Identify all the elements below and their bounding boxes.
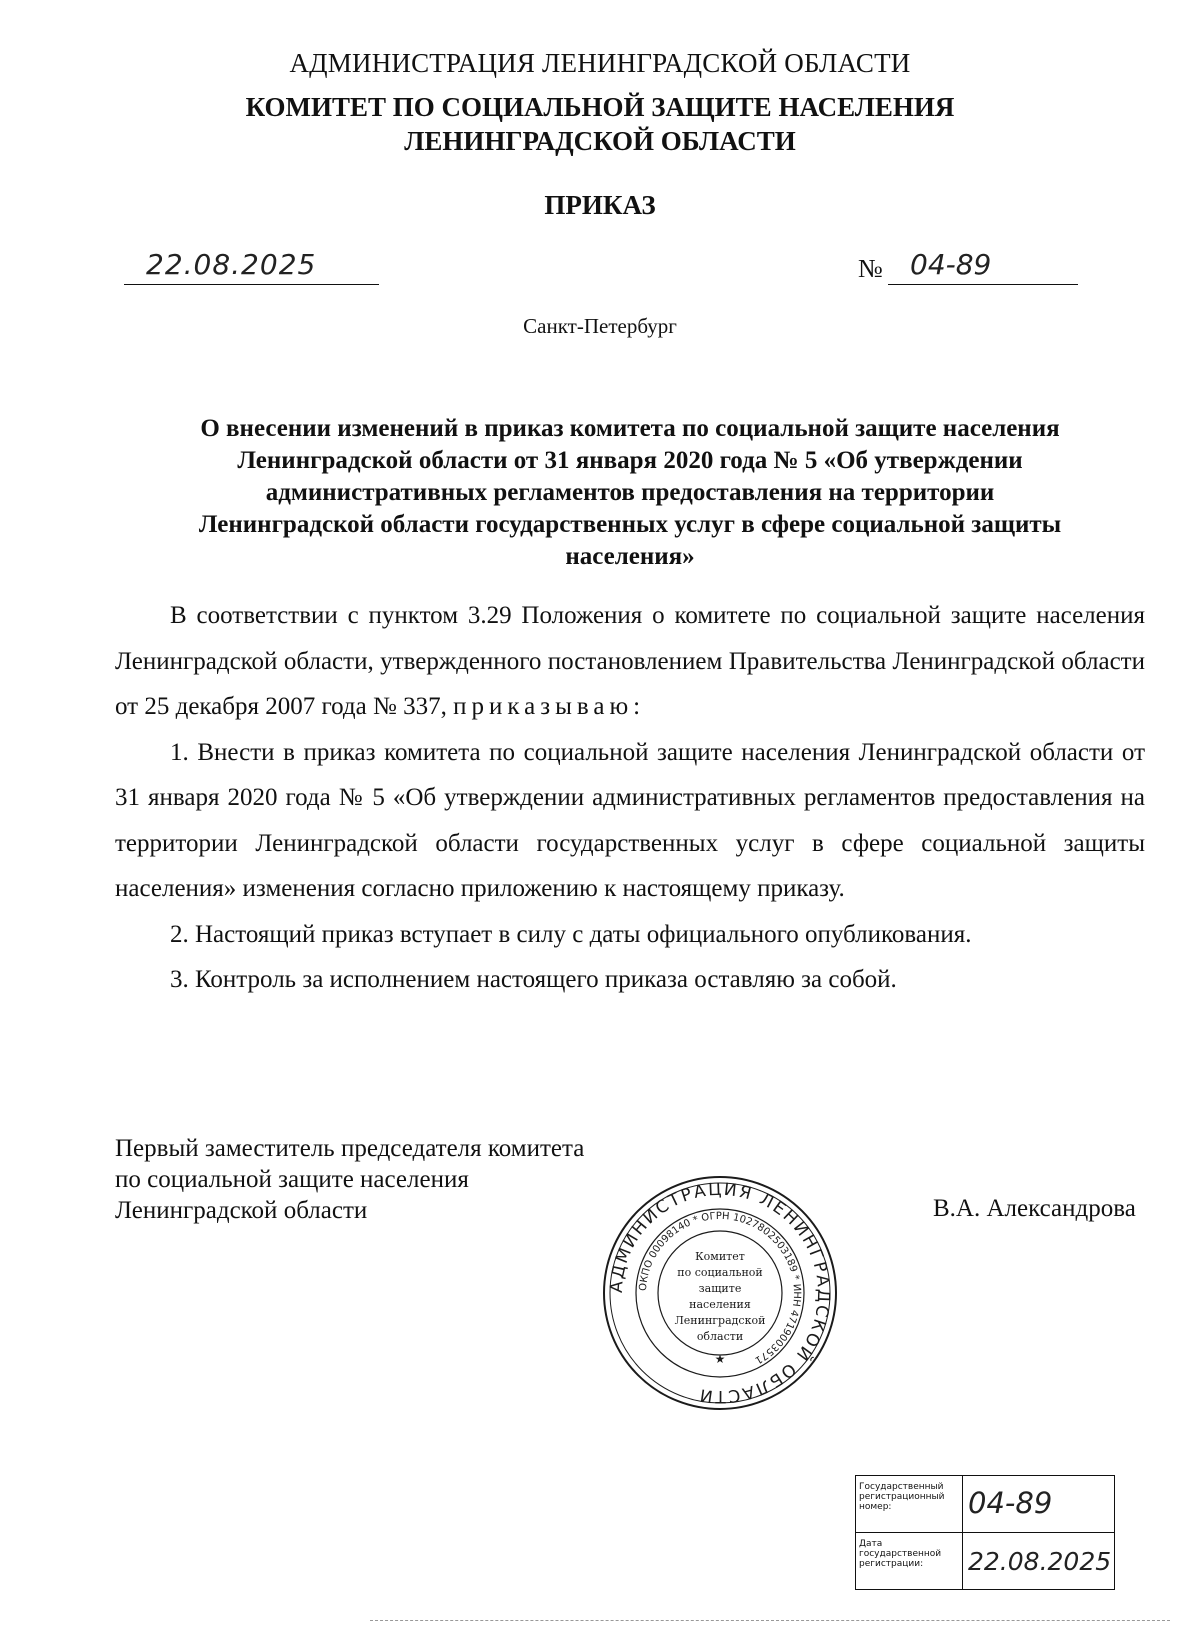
committee-title-line1: КОМИТЕТ ПО СОЦИАЛЬНОЙ ЗАЩИТЕ НАСЕЛЕНИЯ [245,92,955,122]
order-word: приказываю: [453,693,646,720]
order-number-label: № [858,254,883,283]
order-number: 04-89 [910,248,992,281]
seal-center-line: области [696,1330,744,1343]
seal-center-line: защите [698,1282,742,1295]
subject-line: Ленинградской области от 31 января 2020 года № 5 «Об утверждении [237,447,1023,474]
subject-line: Ленинградской области государственных услуг в сфере социальной защиты [198,511,1062,538]
subject-line: населения» [565,543,695,570]
document-type: ПРИКАЗ [544,190,656,220]
seal-graphic [600,1173,840,1413]
order-date-field [124,248,379,285]
subject-line: О внесении изменений в приказ комитета по социальной защите населения [200,415,1060,442]
order-item-1: 1. Внести в приказ комитета по социальной защите населения Ленинградской области от 31 января 2020 года № 5 «Об утверждении административных регламентов предоставления на территории Ленинградской области государственных услуг в сфере социальной защиты населения» изменения согласно приложению к настоящему приказу. [115,738,1145,902]
scan-edge-line [370,1620,1170,1621]
registration-stamp [855,1475,1115,1590]
city: Санкт-Петербург [523,314,677,338]
order-body [115,593,1145,1003]
registration-date-row [856,1532,1114,1589]
order-date: 22.08.2025 [146,248,317,281]
seal-star-icon: ★ [714,1352,726,1366]
official-seal [600,1173,840,1413]
seal-center-line: Комитет [695,1250,745,1263]
registration-number-value: 04-89 [968,1486,1053,1520]
registration-number-label: Государственный регистрационный номер: [859,1482,945,1512]
administration-title: АДМИНИСТРАЦИЯ ЛЕНИНГРАДСКОЙ ОБЛАСТИ [289,48,911,78]
committee-title-line2: ЛЕНИНГРАДСКОЙ ОБЛАСТИ [404,126,796,156]
order-number-field [888,248,1078,285]
order-subject [130,413,1130,573]
preamble-paragraph [115,593,1145,730]
signer-position [115,1133,584,1226]
signer-position-line2: по социальной защите населения [115,1166,469,1193]
seal-ring-text: ОКПО 00098140 * ОГРН 1027802503189 * ИНН 4719003571 [637,1210,803,1366]
signer-position-line3: Ленинградской области [115,1197,368,1224]
order-item-2: 2. Настоящий приказ вступает в силу с даты официального опубликования. [170,920,972,948]
registration-date-value: 22.08.2025 [968,1547,1112,1576]
seal-outer-text: АДМИНИСТРАЦИЯ ЛЕНИНГРАДСКОЙ ОБЛАСТИ [606,1179,834,1407]
seal-center-line: населения [689,1298,751,1311]
registration-number-row [856,1476,1114,1532]
committee-title [0,90,1200,158]
order-item-3: 3. Контроль за исполнением настоящего приказа оставляю за собой. [170,966,897,993]
seal-center-line: по социальной [677,1266,763,1279]
registration-divider [962,1476,963,1589]
subject-line: административных регламентов предоставления на территории [265,479,995,506]
preamble-text: В соответствии с пунктом 3.29 Положения о комитете по социальной защите населения Ленинградской области, утвержденного постановлением Правительства Ленинградской области от 25 декабря 2007 года № 337, [115,602,1145,720]
signer-position-line1: Первый заместитель председателя комитета [115,1135,585,1162]
seal-center-line: Ленинградской [674,1314,766,1327]
registration-date-label: Дата государственной регистрации: [859,1539,942,1569]
signer-name: В.А. Александрова [933,1195,1136,1222]
